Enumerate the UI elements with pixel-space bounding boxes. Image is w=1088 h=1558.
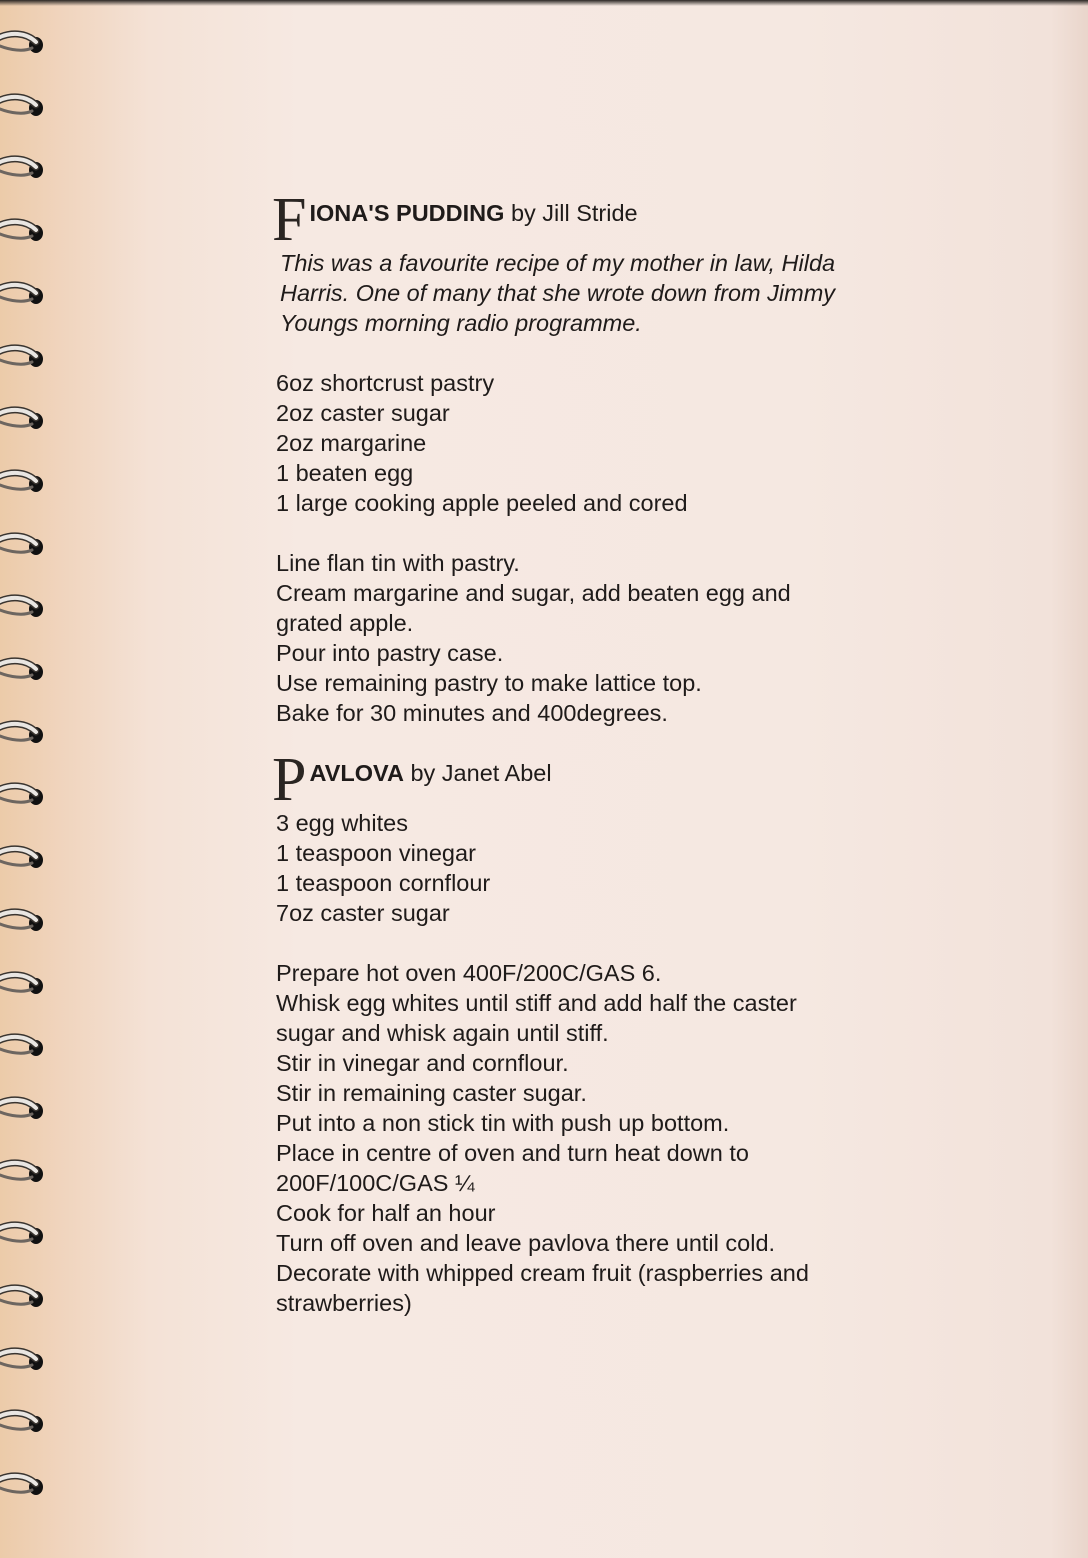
method-line: Cook for half an hour	[276, 1200, 496, 1226]
recipe-heading	[272, 746, 912, 814]
spacer	[272, 928, 912, 958]
binding-ring	[0, 532, 54, 558]
ingredient-item: 1 teaspoon cornflour	[276, 870, 491, 896]
recipe-title-line	[309, 760, 551, 786]
binding-ring	[0, 93, 54, 119]
spacer	[272, 728, 912, 750]
binding-ring	[0, 782, 54, 808]
method-line: Put into a non stick tin with push up bottom.	[276, 1110, 730, 1136]
ingredient-item: 1 beaten egg	[276, 460, 414, 486]
method-line: Place in centre of oven and turn heat down to	[276, 1140, 749, 1166]
binding-ring	[0, 1096, 54, 1122]
method-line: Prepare hot oven 400F/200C/GAS 6.	[276, 960, 662, 986]
binding-ring	[0, 845, 54, 871]
spacer	[272, 518, 912, 548]
recipe-pavlova	[272, 746, 912, 1318]
method-line: Line flan tin with pastry.	[276, 550, 520, 576]
page-content	[272, 186, 912, 1318]
binding-ring	[0, 971, 54, 997]
method-line: sugar and whisk again until stiff.	[276, 1020, 609, 1046]
ingredient-item: 2oz caster sugar	[276, 400, 450, 426]
ingredient-item: 3 egg whites	[276, 810, 408, 836]
drop-cap: P	[272, 746, 307, 814]
method-line: Whisk egg whites until stiff and add half the caster	[276, 990, 797, 1016]
page-top-shadow	[0, 0, 1088, 6]
binding-ring	[0, 720, 54, 746]
binding-ring	[0, 657, 54, 683]
recipe-title: IONA'S PUDDING	[309, 200, 505, 226]
intro-line: This was a favourite recipe of my mother in law, Hilda	[280, 250, 836, 276]
method-steps	[272, 958, 912, 1318]
binding-ring	[0, 155, 54, 181]
binding-ring	[0, 344, 54, 370]
ingredient-item: 1 teaspoon vinegar	[276, 840, 476, 866]
recipe-fionas-pudding	[272, 186, 912, 728]
method-line: Turn off oven and leave pavlova there until cold.	[276, 1230, 776, 1256]
method-steps	[272, 548, 912, 728]
binding-ring	[0, 1221, 54, 1247]
binding-ring	[0, 908, 54, 934]
binding-ring	[0, 1033, 54, 1059]
ingredient-item: 2oz margarine	[276, 430, 427, 456]
ingredient-item: 6oz shortcrust pastry	[276, 370, 495, 396]
drop-cap: F	[272, 186, 307, 254]
binding-ring	[0, 281, 54, 307]
recipe-byline: by Jill Stride	[510, 200, 638, 226]
recipe-heading	[272, 186, 912, 254]
ingredient-list	[272, 368, 912, 518]
recipe-intro	[276, 248, 912, 338]
ingredient-item: 1 large cooking apple peeled and cored	[276, 490, 688, 516]
ingredient-list	[272, 808, 912, 928]
ingredient-item: 7oz caster sugar	[276, 900, 450, 926]
method-line: strawberries)	[276, 1290, 412, 1316]
binding-ring	[0, 30, 54, 56]
binding-ring	[0, 1472, 54, 1498]
method-line: Use remaining pastry to make lattice top.	[276, 670, 702, 696]
method-line: grated apple.	[276, 610, 414, 636]
method-line: Stir in remaining caster sugar.	[276, 1080, 587, 1106]
method-line: Bake for 30 minutes and 400degrees.	[276, 700, 668, 726]
recipe-byline: by Janet Abel	[410, 760, 552, 786]
binding-ring	[0, 1409, 54, 1435]
binding-ring	[0, 469, 54, 495]
intro-line: Youngs morning radio programme.	[280, 310, 642, 336]
method-line: Cream margarine and sugar, add beaten egg and	[276, 580, 791, 606]
binding-ring	[0, 594, 54, 620]
recipe-title: AVLOVA	[309, 760, 404, 786]
method-line: Pour into pastry case.	[276, 640, 504, 666]
binding-ring	[0, 406, 54, 432]
recipe-title-line	[309, 200, 637, 226]
spiral-binding	[0, 0, 70, 1558]
binding-ring	[0, 1347, 54, 1373]
method-line: Stir in vinegar and cornflour.	[276, 1050, 569, 1076]
intro-line: Harris. One of many that she wrote down from Jimmy	[280, 280, 836, 306]
binding-ring	[0, 1159, 54, 1185]
binding-ring	[0, 218, 54, 244]
method-line: Decorate with whipped cream fruit (raspberries and	[276, 1260, 809, 1286]
method-line: 200F/100C/GAS ¼	[276, 1170, 475, 1196]
binding-ring	[0, 1284, 54, 1310]
